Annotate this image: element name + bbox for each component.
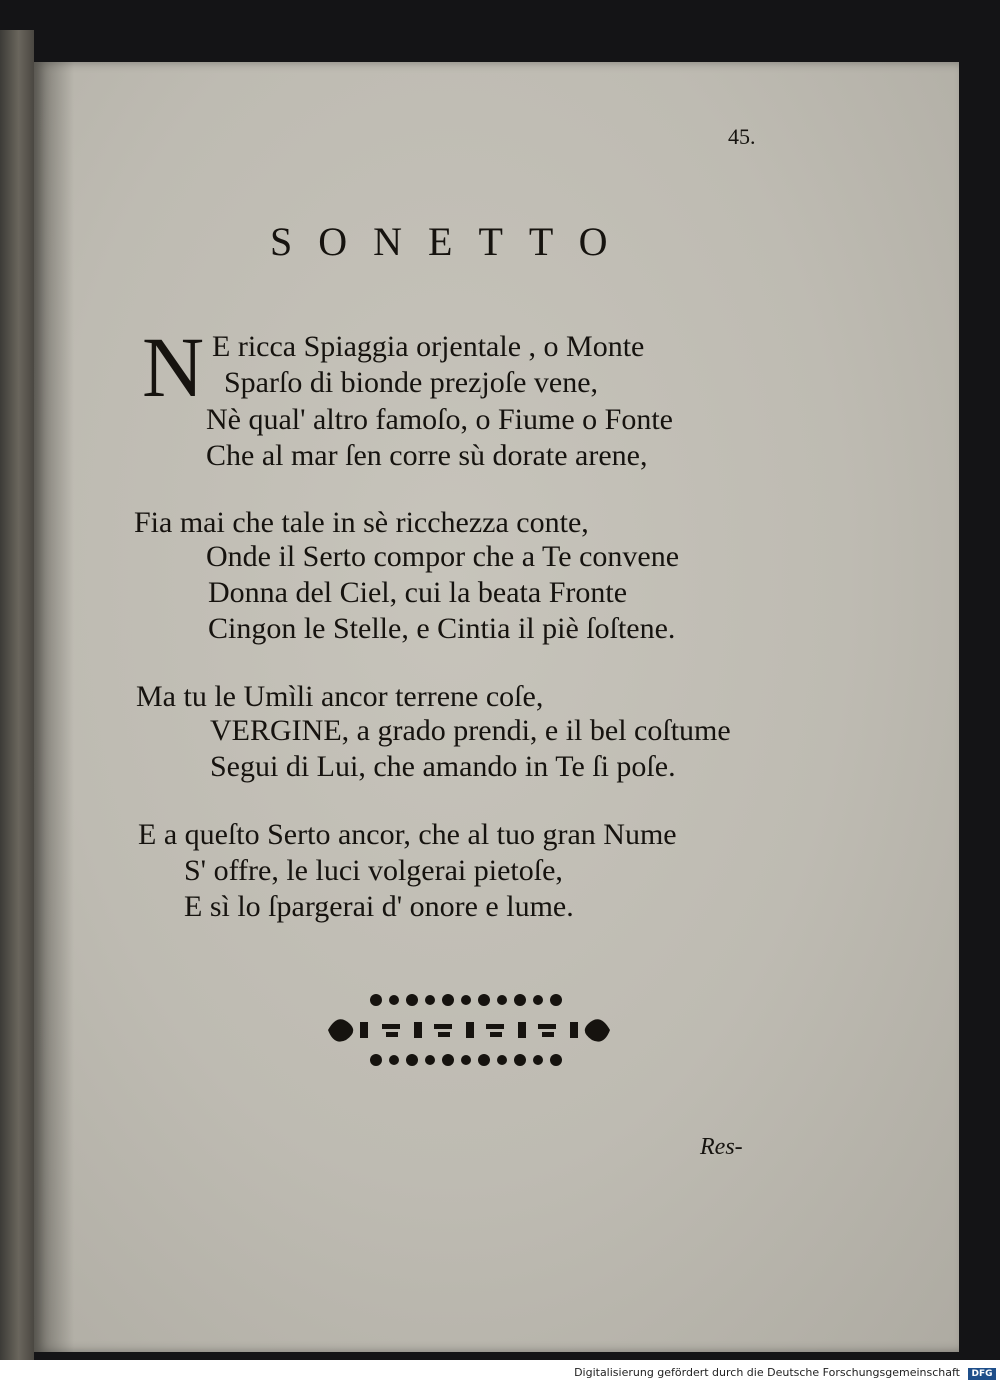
poem-line: VERGINE, a grado prendi, e il bel coſtume: [210, 714, 731, 747]
poem-line: Donna del Ciel, cui la beata Fronte: [208, 576, 628, 609]
book-page: [34, 62, 959, 1352]
poem-line: Sparſo di bionde prezjoſe vene,: [224, 366, 599, 399]
catchword: Res-: [700, 1134, 743, 1160]
poem-line: Fia mai che tale in sè ricchezza conte,: [134, 506, 589, 539]
poem-line: E ricca Spiaggia orjentale , o Monte: [212, 330, 645, 363]
poem-line: Che al mar ſen corre sù dorate arene,: [206, 439, 648, 472]
poem-line: Segui di Lui, che amando in Te ſi poſe.: [210, 750, 676, 783]
previous-page-edge: [0, 30, 34, 1360]
poem-line: Onde il Serto compor che a Te convene: [206, 540, 680, 573]
gutter-shadow: [34, 62, 74, 1352]
poem-title: SONETTO: [270, 219, 634, 264]
digitization-credit: Digitalisierung gefördert durch die Deutsche Forschungsgemeinschaft: [574, 1366, 960, 1379]
dfg-logo-icon: DFG: [968, 1368, 996, 1380]
poem-line: S' offre, le luci volgerai pietoſe,: [184, 854, 563, 887]
fleuron-ornament-icon: [324, 990, 614, 1070]
drop-cap: N: [142, 319, 205, 415]
poem-line: Nè qual' altro famoſo, o Fiume o Fonte: [206, 403, 673, 436]
poem-line: Cingon le Stelle, e Cintia il piè ſoſtene.: [208, 612, 676, 645]
poem-line: E sì lo ſpargerai d' onore e lume.: [184, 890, 574, 923]
poem-line: Ma tu le Umìli ancor terrene coſe,: [136, 680, 544, 713]
page-number: 45.: [728, 124, 756, 149]
poem-line: E a queſto Serto ancor, che al tuo gran Nume: [138, 818, 677, 851]
